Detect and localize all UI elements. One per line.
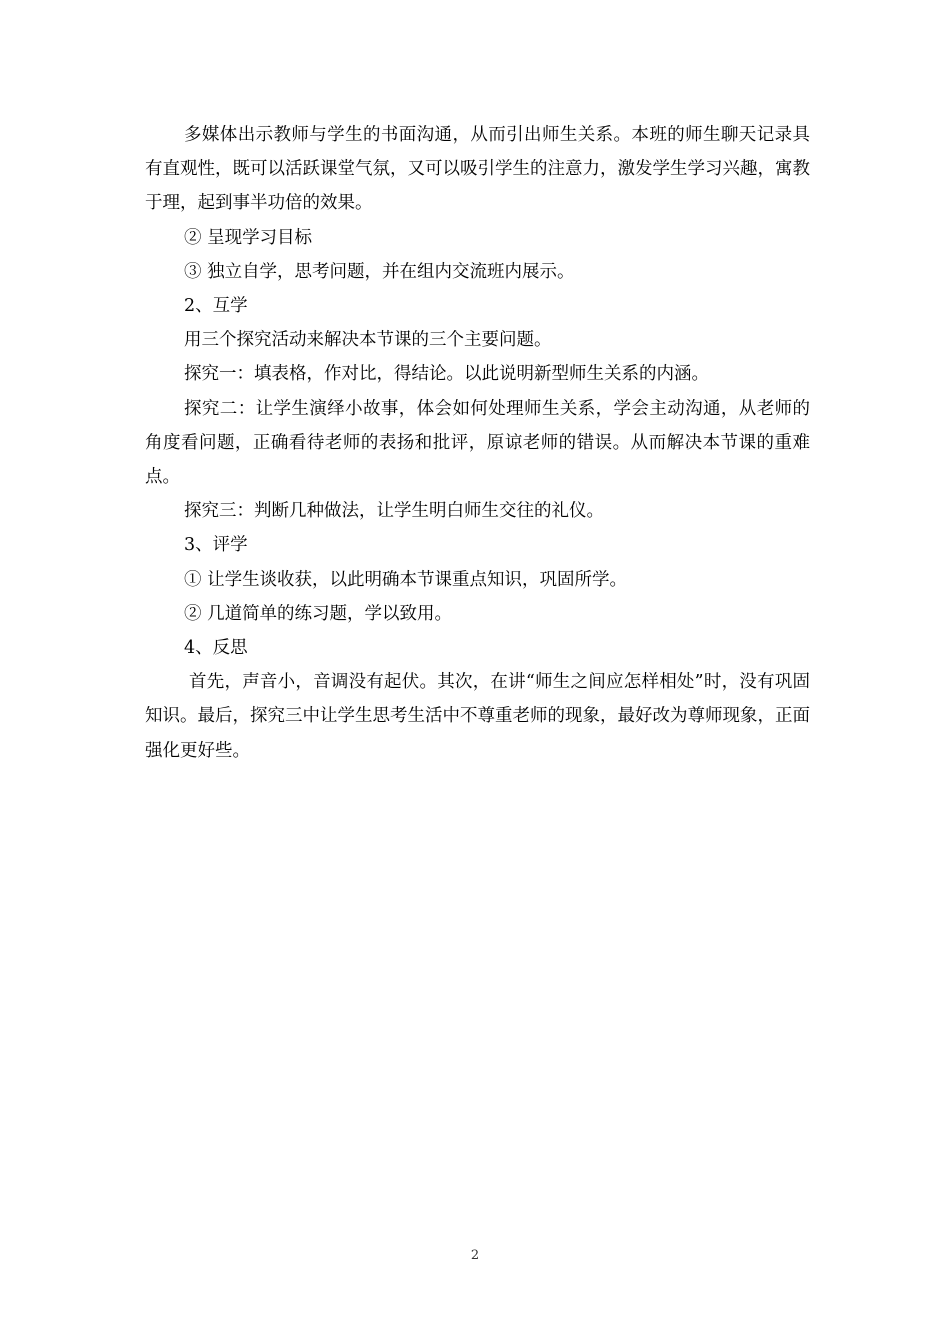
- paragraph-item-3: ③ 独立自学，思考问题，并在组内交流班内展示。: [184, 261, 575, 282]
- paragraph-item-2: ② 呈现学习目标: [184, 227, 313, 248]
- paragraph-inquiry-3: 探究三：判断几种做法，让学生明白师生交往的礼仪。: [184, 501, 604, 522]
- paragraph-reflection: 首先，声音小，音调没有起伏。其次，在讲“师生之间应怎样相处”时，没有巩固知识。最后，探究三中让学生思考生活中不尊重老师的现象，最好改为尊师现象，正面强化更好些。: [145, 672, 810, 761]
- document-body: [145, 118, 810, 768]
- paragraph-intro: 多媒体出示教师与学生的书面沟通，从而引出师生关系。本班的师生聊天记录具有直观性，既可以活跃课堂气氛，又可以吸引学生的注意力，激发学生学习兴趣，寓教于理，起到事半功倍的效果。: [145, 125, 810, 214]
- paragraph-eval-2: ② 几道简单的练习题，学以致用。: [184, 603, 453, 624]
- page-number: 2: [470, 1248, 480, 1263]
- paragraph-inquiry-2: 探究二：让学生演绎小故事，体会如何处理师生关系，学会主动沟通，从老师的角度看问题，正确看待老师的表扬和批评，原谅老师的错误。从而解决本节课的重难点。: [145, 398, 810, 488]
- paragraph-eval-1: ① 让学生谈收获，以此明确本节课重点知识，巩固所学。: [184, 569, 628, 590]
- paragraph-overview: 用三个探究活动来解决本节课的三个主要问题。: [184, 330, 552, 351]
- section-heading-4: 4、反思: [184, 638, 248, 659]
- paragraph-inquiry-1: 探究一：填表格，作对比，得结论。以此说明新型师生关系的内涵。: [184, 364, 709, 385]
- section-heading-2: 2、互学: [184, 296, 248, 317]
- section-heading-3: 3、评学: [184, 535, 248, 556]
